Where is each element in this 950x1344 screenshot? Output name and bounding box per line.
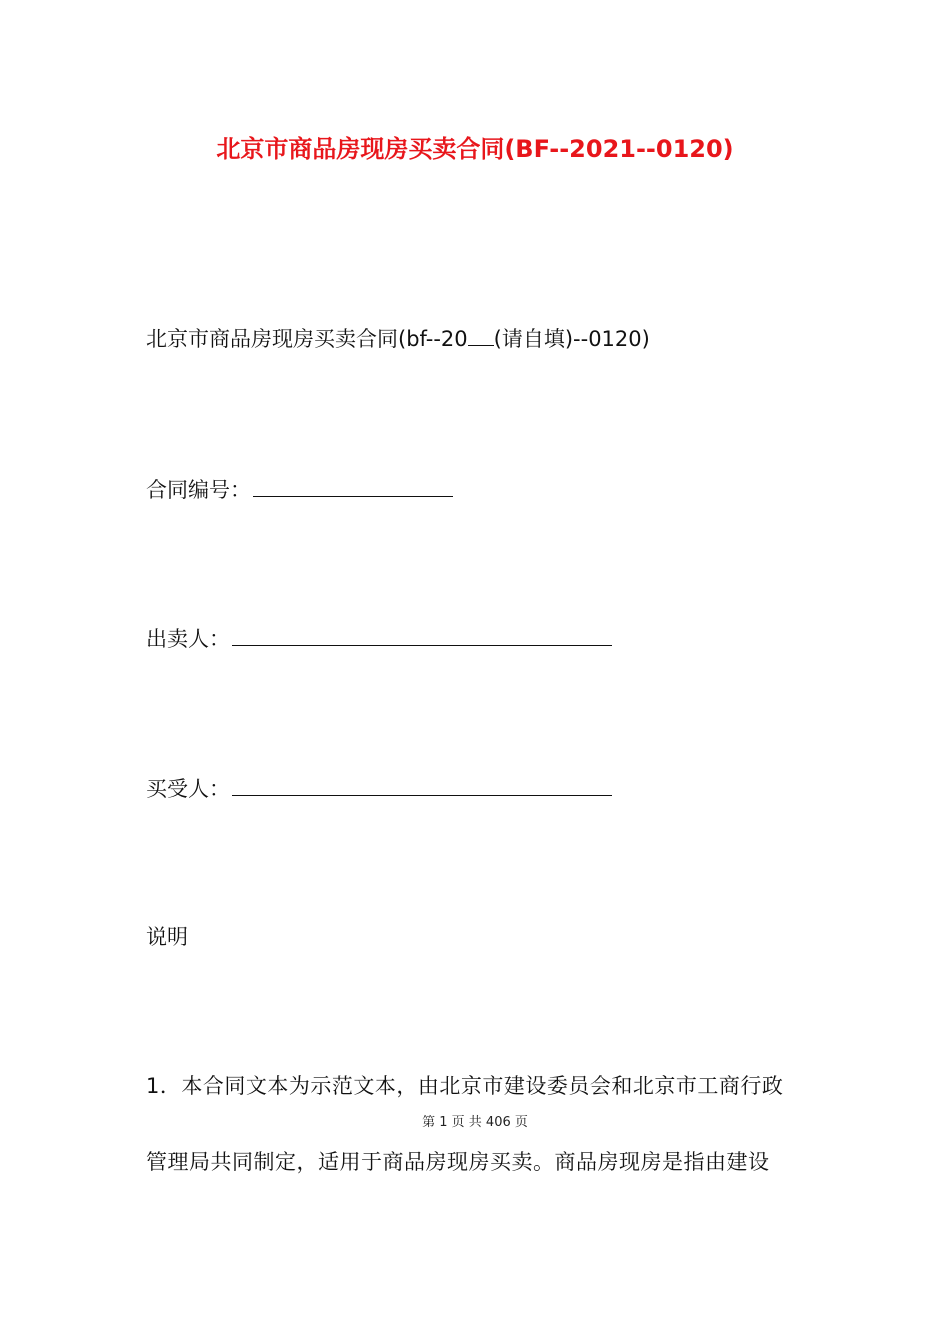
contract-number-blank xyxy=(253,474,453,497)
buyer-row xyxy=(146,773,612,804)
document-title: 北京市商品房现房买卖合同(BF--2021--0120) xyxy=(216,135,734,163)
subtitle-text-before: 北京市商品房现房买卖合同(bf--20 xyxy=(146,327,468,351)
seller-label: 出卖人： xyxy=(146,627,230,651)
contract-number-row xyxy=(146,474,453,505)
contract-number-label: 合同编号： xyxy=(146,478,251,502)
subtitle-line xyxy=(146,324,650,354)
section-heading: 说明 xyxy=(146,925,188,949)
year-blank xyxy=(468,325,494,346)
buyer-blank xyxy=(232,773,612,796)
buyer-label: 买受人： xyxy=(146,777,230,801)
paragraph-line-2: 管理局共同制定，适用于商品房现房买卖。商品房现房是指由建设 xyxy=(146,1150,770,1174)
paragraph-line-1: 1．本合同文本为示范文本，由北京市建设委员会和北京市工商行政 xyxy=(146,1074,784,1098)
seller-row xyxy=(146,623,612,654)
subtitle-text-after: (请自填)--0120) xyxy=(493,327,650,351)
page-footer: 第 1 页 共 406 页 xyxy=(422,1115,528,1130)
seller-blank xyxy=(232,623,612,646)
